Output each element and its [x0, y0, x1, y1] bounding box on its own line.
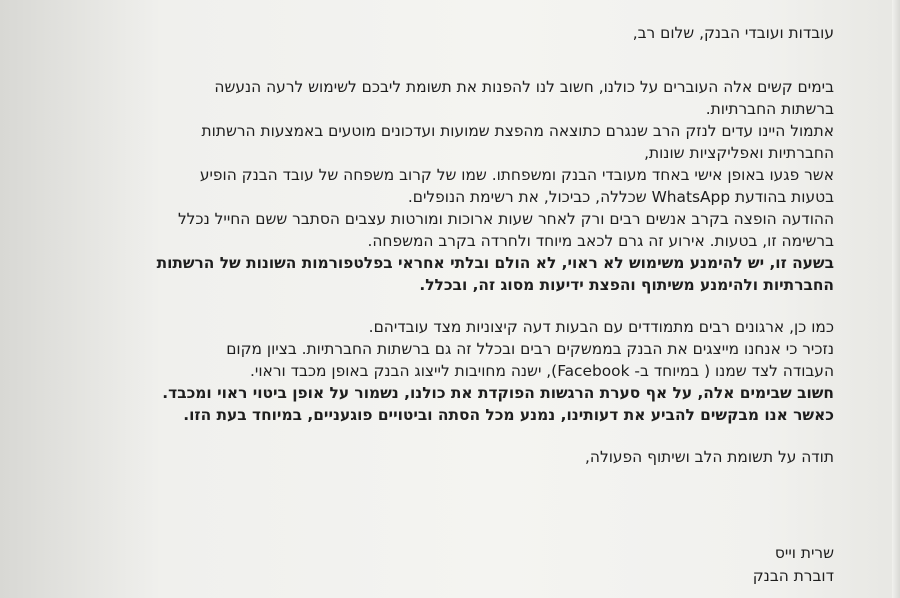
letter-line: החברתיות ואפליקציות שונות,	[644, 144, 834, 162]
letter-line-bold: כאשר אנו מבקשים להביע את דעותינו, נמנע מכל הסתה וביטויים פוגעניים, במיוחד בעת הזו.	[183, 406, 834, 424]
letter-line: אשר פגעו באופן אישי באחד מעובדי הבנק ומשפחתו. שמו של קרוב משפחה של עובד הבנק הופיע	[199, 166, 834, 184]
letter-line: אתמול היינו עדים לנזק הרב שנגרם כתוצאה מהפצת שמועות ועדכונים מוטעים באמצעות הרשתות	[201, 122, 834, 140]
signature-role: דוברת הבנק	[752, 567, 834, 585]
signature-name: שרית וייס	[774, 544, 834, 562]
signature-block	[753, 542, 834, 588]
letter-line: ברשתות החברתיות.	[705, 100, 834, 118]
letter-line-bold: בשעה זו, יש להימנע משימוש לא ראוי, לא הולם ובלתי אחראי בפלטפורמות השונות של הרשתות	[156, 254, 834, 272]
letter-line: בימים קשים אלה העוברים על כולנו, חשוב לנו להפנות את תשומת ליבכם לשימוש לרעה הנעשה	[214, 78, 834, 96]
letter-line-bold: חשוב שבימים אלה, על אף סערת הרגשות הפוקדת את כולנו, נשמור על אופן ביטוי ראוי ומכבד.	[162, 384, 834, 402]
letter-greeting: עובדות ועובדי הבנק, שלום רב,	[632, 24, 834, 42]
letter-closing: תודה על תשומת הלב ושיתוף הפעולה,	[585, 448, 834, 466]
letter-line: העבודה לצד שמנו ( במיוחד ב- Facebook), ישנה מחויבות לייצוג הבנק באופן מכבד וראוי.	[250, 362, 834, 380]
letter-line: ברשימה זו, בטעות. אירוע זה גרם לכאב מיוחד ולחרדה בקרב המשפחה.	[367, 232, 834, 250]
paper-edge	[892, 0, 900, 598]
letter-line: בטעות בהודעת WhatsApp שכללה, כביכול, את רשימת הנופלים.	[407, 188, 834, 206]
paragraph-representation	[52, 316, 834, 426]
paragraph-social-media-warning	[52, 76, 834, 296]
letter-line: ההודעה הופצה בקרב אנשים רבים ורק לאחר שעות ארוכות ומורטות עצבים הסתבר ששם החייל נכלל	[177, 210, 834, 228]
letter-line: כמו כן, ארגונים רבים מתמודדים עם הבעות דעה קיצוניות מצד עובדיהם.	[368, 318, 834, 336]
letter-line: נזכיר כי אנחנו מייצגים את הבנק בממשקים רבים ובכלל זה גם ברשתות החברתיות. בציון מקום	[226, 340, 834, 358]
letter-line-bold: החברתיות ולהימנע משיתוף והפצת ידיעות מסוג זה, ובכלל.	[419, 276, 834, 294]
